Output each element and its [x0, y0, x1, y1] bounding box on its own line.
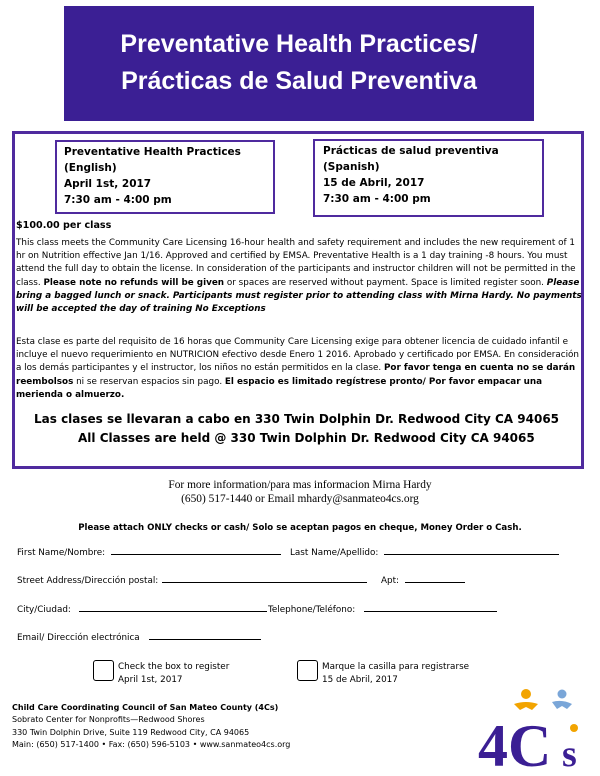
first-name-label: First Name/Nombre: [17, 548, 106, 558]
last-name-field[interactable] [384, 545, 559, 555]
spanish-class-time: 7:30 am - 4:00 pm [323, 193, 431, 205]
payment-note: Please attach ONLY checks or cash/ Solo se aceptan pagos en cheque, Money Order o Cash. [78, 523, 522, 533]
organization-name: Child Care Coordinating Council of San Mateo County (4Cs) [12, 703, 279, 712]
logo-4c-text: 4C [478, 713, 552, 772]
english-class-time: 7:30 am - 4:00 pm [64, 194, 172, 206]
spanish-class-language: (Spanish) [323, 161, 380, 173]
logo-figure-body-blue [552, 701, 572, 709]
last-name-label: Last Name/Apellido: [290, 548, 379, 558]
logo-s-text: s [562, 733, 577, 772]
organization-phone-web: Main: (650) 517-1400 • Fax: (650) 596-5103 • www.sanmateo4cs.org [12, 740, 291, 750]
telephone-field[interactable] [364, 602, 497, 612]
spanish-class-title: Prácticas de salud preventiva [323, 145, 499, 157]
register-english-label [118, 661, 229, 687]
logo-figure-head-small [570, 724, 578, 732]
register-english-instruction: Check the box to register [118, 662, 230, 672]
title-banner [64, 6, 534, 121]
last-name-row [290, 545, 559, 558]
street-field[interactable] [162, 573, 367, 583]
title-line-spanish: Prácticas de Salud Preventiva [121, 67, 477, 95]
city-label: City/Ciudad: [17, 605, 71, 615]
telephone-row [268, 602, 497, 615]
location-english: All Classes are held @ 330 Twin Dolphin Dr. Redwood City CA 94065 [78, 431, 535, 445]
spanish-class-box [313, 139, 544, 217]
email-label: Email/ Dirección electrónica [17, 633, 140, 643]
class-price: $100.00 per class [16, 220, 112, 231]
english-registration-note: Please bring a bagged lunch or snack. Participants must register prior to attending class with Mirna Hardy. No payments will be accepted the day of training No Exceptions [16, 277, 582, 315]
english-space-note: or spaces are reserved without payment. Space is limited register soon. [224, 277, 547, 288]
first-name-field[interactable] [111, 545, 281, 555]
email-field[interactable] [149, 630, 261, 640]
register-english-checkbox[interactable] [93, 660, 114, 681]
title-line-english: Preventative Health Practices/ [120, 30, 478, 58]
street-label: Street Address/Dirección postal: [17, 576, 159, 586]
register-spanish-checkbox[interactable] [297, 660, 318, 681]
contact-info [0, 478, 600, 506]
telephone-label: Telephone/Teléfono: [268, 605, 356, 615]
spanish-description [16, 336, 582, 402]
city-row [17, 602, 267, 615]
logo-figure-head-orange [521, 689, 531, 699]
english-description-text: This class meets the Community Care Licensing 16-hour health and safety requirement and includes the new requirement of 1 hr on Nutrition effective Jan 1/16. Approved and certified by EMSA. Preventative Health is a 1 day training -8 hours. You must attend the full day to obtain the license. In consideration of the participants and instructor children will not be permitted in the class. [16, 238, 576, 288]
apt-label: Apt: [381, 576, 400, 586]
organization-center: Sobrato Center for Nonprofits—Redwood Shores [12, 715, 205, 725]
english-class-title: Preventative Health Practices [64, 146, 241, 158]
spanish-space-note: ni se reservan espacios sin pago. [73, 376, 225, 387]
english-description [16, 237, 584, 316]
register-spanish-date: 15 de Abril, 2017 [322, 675, 398, 685]
register-english-date: April 1st, 2017 [118, 675, 183, 685]
english-no-refund-note: Please note no refunds will be given [43, 277, 225, 288]
register-spanish-instruction: Marque la casilla para registrarse [322, 662, 470, 672]
street-row [17, 573, 367, 586]
city-field[interactable] [79, 602, 267, 612]
logo-figure-head-blue [558, 690, 567, 699]
apt-field[interactable] [405, 573, 465, 583]
english-class-box [55, 140, 275, 214]
english-class-date: April 1st, 2017 [64, 178, 152, 190]
spanish-class-date: 15 de Abril, 2017 [323, 177, 425, 189]
logo-figure-body-orange [514, 702, 538, 710]
spanish-lunch-note: El espacio es limitado regístrese pronto/ Por favor empacar una merienda o almuerzo. [16, 376, 543, 400]
spanish-no-refund-note: Por favor tenga en cuenta no se darán reembolsos [16, 363, 576, 387]
location-spanish: Las clases se llevaran a cabo en 330 Twin Dolphin Dr. Redwood City CA 94065 [34, 412, 560, 426]
organization-footer [12, 702, 290, 752]
4cs-logo [476, 680, 586, 772]
spanish-description-text: Esta clase es parte del requisito de 16 horas que Community Care Licensing exige para obtener licencia de cuidado infantil e incluye el nuevo requerimiento en NUTRICION efectivo desde Enero 1 2016. Aprobado y certificado por EMSA. En consideración a los demás participantes y el instructor, los niños no están permitidos en la clase. [16, 337, 579, 374]
english-class-language: (English) [64, 162, 117, 174]
contact-person: For more information/para mas informacion Mirna Hardy [168, 479, 432, 491]
apt-row [381, 573, 465, 586]
email-row [17, 630, 261, 643]
first-name-row [17, 545, 281, 558]
register-spanish-label [322, 661, 469, 687]
organization-address: 330 Twin Dolphin Drive, Suite 119 Redwood City, CA 94065 [12, 727, 250, 737]
contact-phone-email: (650) 517-1440 or Email mhardy@sanmateo4cs.org [181, 493, 419, 505]
